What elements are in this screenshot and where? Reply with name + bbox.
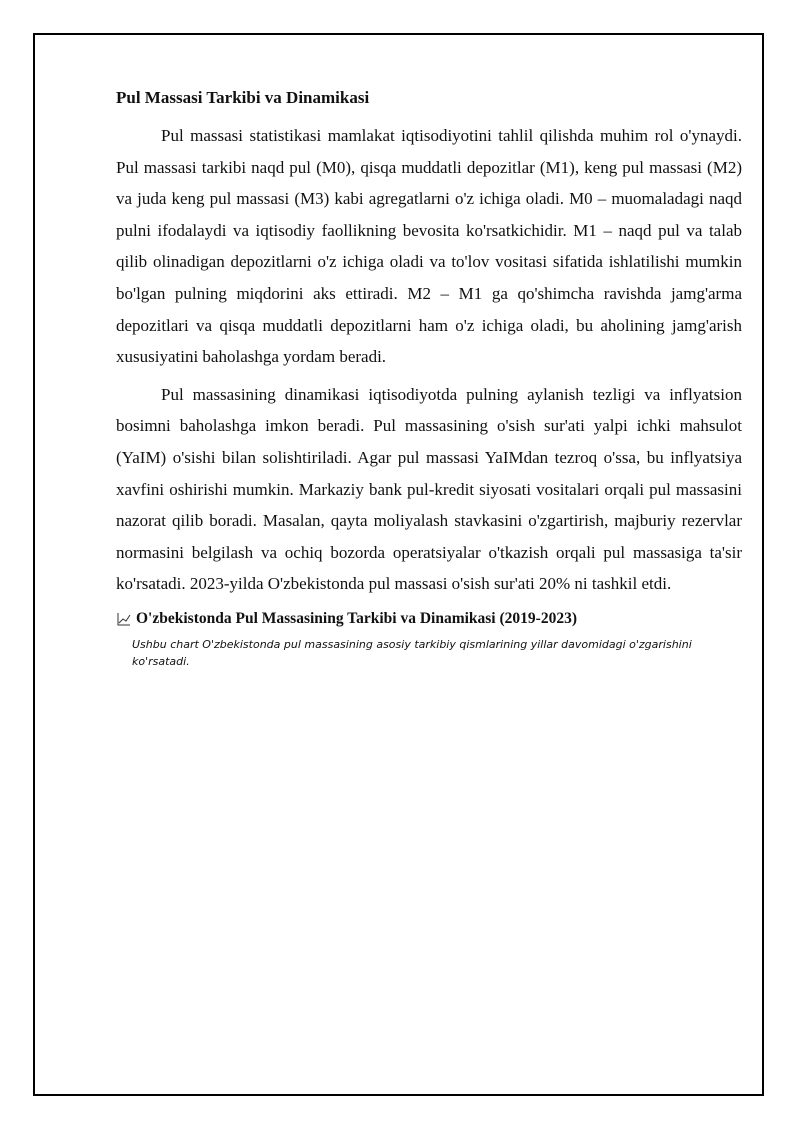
- section-heading: Pul Massasi Tarkibi va Dinamikasi: [116, 88, 370, 107]
- chart-caption: Ushbu chart O'zbekistonda pul massasining asosiy tarkibiy qismlarining yillar davomidagi o'zgarishini ko'rsatadi.: [132, 637, 692, 668]
- chart-header: [116, 608, 742, 630]
- paragraph-2: Pul massasining dinamikasi iqtisodiyotda pulning aylanish tezligi va inflyatsion bosimni baholashga imkon beradi. Pul massasining o'sish sur'ati yalpi ichki mahsulot (YaIM) o'sishi bilan solishtiriladi. Agar pul massasi YaIMdan tezroq o'ssa, bu inflyatsiya xavfini oshirishi mumkin. Markaziy bank pul-kredit siyosati vositalari orqali pul massasini nazorat qilib boradi. Masalan, qayta moliyalash stavkasini o'zgartirish, majburiy rezervlar normasini belgilash va ochiq bozorda operatsiyalar o'tkazish orqali pul massasiga ta'sir ko'rsatadi. 2023-yilda O'zbekistonda pul massasi o'sish sur'ati 20% ni tashkil etdi.: [116, 384, 742, 594]
- chart-title: O'zbekistonda Pul Massasining Tarkibi va Dinamikasi (2019-2023): [136, 609, 577, 627]
- chart-increasing-icon: [116, 611, 132, 627]
- paragraph-1: Pul massasi statistikasi mamlakat iqtisodiyotini tahlil qilishda muhim rol o'ynaydi. Pul massasi tarkibi naqd pul (M0), qisqa muddatli depozitlar (M1), keng pul massasi (M2) va juda keng pul massasi (M3) kabi agregatlarni o'z ichiga oladi. M0 – muomaladagi naqd pulni ifodalaydi va iqtisodiy faollikning bevosita ko'rsatkichidir. M1 – naqd pul va talab qilib olinadigan depozitlarni o'z ichiga oladi va to'lov vositasi sifatida ishlatilishi mumkin bo'lgan pulning miqdorini aks ettiradi. M2 – M1 ga qo'shimcha ravishda jamg'arma depozitlari va qisqa muddatli depozitlarni ham o'z ichiga oladi, bu aholining jamg'arish xususiyatini baholashga yordam beradi.: [116, 126, 742, 367]
- document-body: [116, 86, 742, 670]
